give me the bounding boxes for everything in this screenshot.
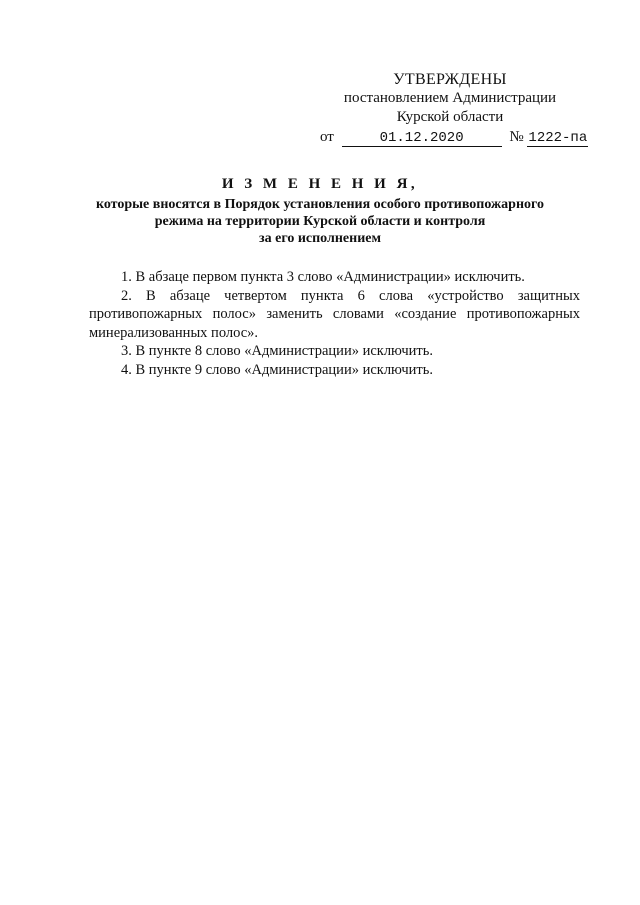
number-prefix: № [509, 129, 524, 145]
approval-date-line [320, 128, 588, 148]
item-2: 2. В абзаце четвертом пункта 6 слова «устройство защитных противопожарных полос» заменить словами «создание противопожарных минерализованных полос». [89, 287, 580, 341]
document-body [89, 268, 580, 379]
heading-title: И З М Е Н Е Н И Я, [221, 176, 419, 192]
approval-number: 1222-па [528, 130, 588, 146]
approval-date: 01.12.2020 [342, 130, 502, 147]
document-heading [60, 176, 580, 247]
item-1: 1. В абзаце первом пункта 3 слово «Администрации» исключить. [121, 269, 525, 285]
item-4: 4. В пункте 9 слово «Администрации» исключить. [121, 361, 433, 378]
approval-title: УТВЕРЖДЕНЫ [393, 71, 507, 88]
date-prefix: от [320, 129, 334, 145]
heading-line-3: за его исполнением [258, 231, 382, 246]
item-3: 3. В пункте 8 слово «Администрации» исключить. [121, 343, 433, 359]
approval-stamp [320, 70, 588, 148]
approval-line-2: постановлением Администрации [343, 90, 557, 106]
approval-line-3: Курской области [396, 109, 504, 125]
heading-line-1: которые вносятся в Порядок установления особого противопожарного [95, 197, 545, 212]
heading-line-2: режима на территории Курской области и контроля [154, 214, 486, 229]
